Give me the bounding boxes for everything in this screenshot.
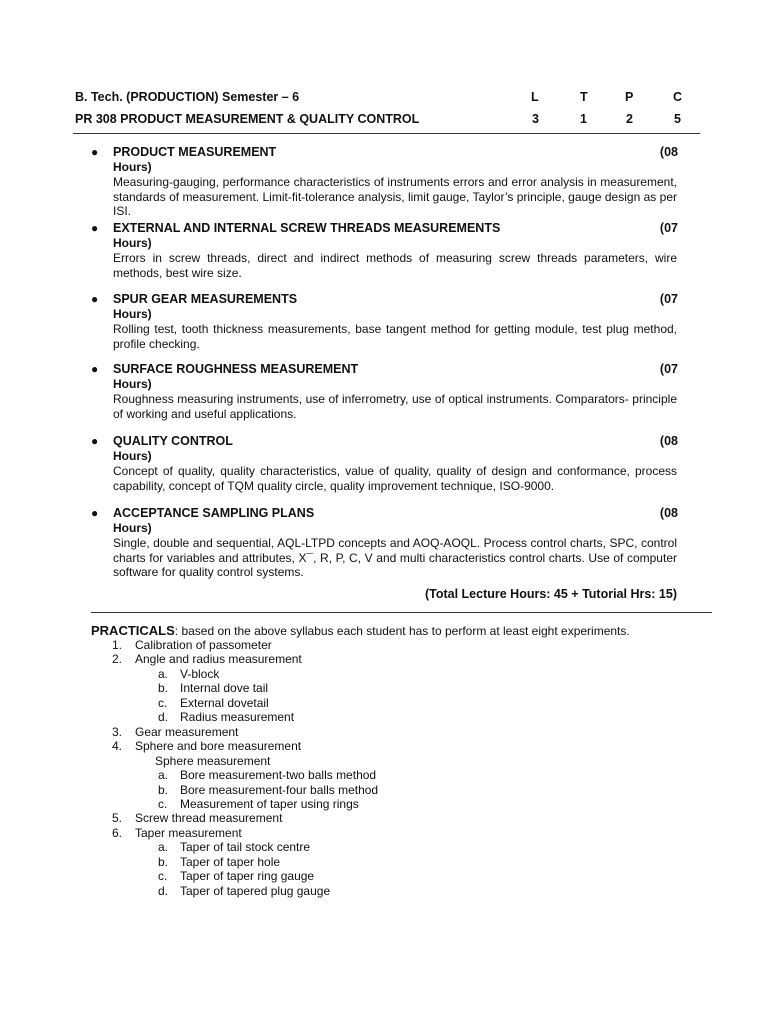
unit-hours: (07 <box>659 221 678 235</box>
practical-item-marker: c. <box>158 869 168 884</box>
practicals-intro <box>91 623 630 638</box>
practical-item-text: V-block <box>180 666 220 681</box>
practicals-intro-text: : based on the above syllabus each student has to perform at least eight experiments. <box>174 624 630 638</box>
unit-hours: (07 <box>659 362 678 376</box>
unit-title: QUALITY CONTROL <box>113 434 233 448</box>
unit-1 <box>91 145 681 217</box>
bullet-icon: ● <box>91 221 99 235</box>
practical-item-text: External dovetail <box>180 695 269 710</box>
bullet-icon: ● <box>91 506 99 520</box>
unit-title: EXTERNAL AND INTERNAL SCREW THREADS MEASUREMENTS <box>113 221 501 235</box>
practical-item-marker: 4. <box>112 739 123 754</box>
practical-item-marker: c. <box>158 796 168 811</box>
unit-hours-suffix: Hours) <box>113 307 152 321</box>
unit-description: Errors in screw threads, direct and indirect methods of measuring screw threads parameters, wire methods, best wire size. <box>113 251 677 280</box>
unit-6 <box>91 506 681 582</box>
practical-item-marker: 2. <box>112 652 123 667</box>
practical-item-marker: b. <box>158 854 169 869</box>
practical-item-marker: c. <box>158 695 168 710</box>
bullet-icon: ● <box>91 362 99 376</box>
section-divider <box>91 612 712 613</box>
practical-item-text: Taper of tail stock centre <box>180 840 311 855</box>
ltpc-label-l: L <box>531 90 539 104</box>
unit-hours: (08 <box>659 434 678 448</box>
unit-hours-suffix: Hours) <box>113 160 152 174</box>
unit-hours-suffix: Hours) <box>113 236 152 250</box>
practical-item-text: Bore measurement-four balls method <box>180 782 379 797</box>
bullet-icon: ● <box>91 292 99 306</box>
unit-hours: (07 <box>659 292 678 306</box>
practical-item-marker: a. <box>158 840 169 855</box>
unit-title: ACCEPTANCE SAMPLING PLANS <box>113 506 315 520</box>
unit-hours: (08 <box>659 506 678 520</box>
practical-item-marker: 1. <box>112 638 123 652</box>
practical-item-marker: d. <box>158 710 169 725</box>
practical-item-text: Internal dove tail <box>180 681 269 696</box>
unit-2 <box>91 221 681 281</box>
practical-item-marker: a. <box>158 768 169 783</box>
unit-description: Measuring-gauging, performance characteristics of instruments errors and error analysis in measurement, standards of measurement. Limit-fit-tolerance analysis, limit gauge, Taylor’s principle, gauge design as per ISI. <box>113 175 677 218</box>
header-divider <box>73 133 700 134</box>
practical-item-text: Calibration of passometer <box>135 638 272 652</box>
unit-3 <box>91 292 681 352</box>
practical-item-text: Sphere measurement <box>155 753 271 768</box>
unit-description: Rolling test, tooth thickness measurements, base tangent method for getting module, test plug method, profile checking. <box>113 322 677 351</box>
unit-description: Single, double and sequential, AQL-LTPD concepts and AOQ-AOQL. Process control charts, SPC, control charts for variables and attributes, X¯, R, P, C, V and multi characteristics control charts. Use of computer software for quality control systems. <box>113 536 677 579</box>
practical-item-marker: 6. <box>112 825 123 840</box>
practical-item-marker: 3. <box>112 724 123 739</box>
practical-item-text: Measurement of taper using rings <box>180 796 359 811</box>
practical-item-text: Sphere and bore measurement <box>135 739 302 754</box>
practical-item-text: Gear measurement <box>135 724 239 739</box>
ltpc-value-l: 3 <box>532 112 539 126</box>
practical-item-marker: a. <box>158 666 169 681</box>
ltpc-value-c: 5 <box>674 112 681 126</box>
unit-title: PRODUCT MEASUREMENT <box>113 145 277 159</box>
practical-item-text: Screw thread measurement <box>135 811 283 826</box>
unit-title: SURFACE ROUGHNESS MEASUREMENT <box>113 362 359 376</box>
practical-item-text: Angle and radius measurement <box>135 652 302 667</box>
practical-item-text: Taper of taper ring gauge <box>180 869 315 884</box>
practical-item-text: Taper of tapered plug gauge <box>180 883 331 898</box>
unit-description: Concept of quality, quality characteristics, value of quality, quality of design and conformance, process capability, concept of TQM quality circle, quality improvement technique, ISO-9000. <box>113 464 677 493</box>
unit-description: Roughness measuring instruments, use of inferrometry, use of optical instruments. Comparators- principle of working and useful applications. <box>113 392 677 421</box>
practical-item-text: Bore measurement-two balls method <box>180 768 377 783</box>
ltpc-value-t: 1 <box>580 112 587 126</box>
unit-hours-suffix: Hours) <box>113 521 152 535</box>
course-title: PR 308 PRODUCT MEASUREMENT & QUALITY CONTROL <box>75 112 420 126</box>
unit-5 <box>91 434 681 494</box>
practical-item-marker: b. <box>158 681 169 696</box>
unit-title: SPUR GEAR MEASUREMENTS <box>113 292 298 306</box>
program-title: B. Tech. (PRODUCTION) Semester – 6 <box>75 90 300 104</box>
unit-4 <box>91 362 681 422</box>
bullet-icon: ● <box>91 434 99 448</box>
ltpc-label-p: P <box>625 90 634 104</box>
bullet-icon: ● <box>91 145 99 159</box>
unit-hours-suffix: Hours) <box>113 449 152 463</box>
unit-hours-suffix: Hours) <box>113 377 152 391</box>
practical-item-text: Radius measurement <box>180 710 295 725</box>
practicals-heading: PRACTICALS <box>91 623 175 638</box>
total-hours: (Total Lecture Hours: 45 + Tutorial Hrs: 15) <box>424 587 677 601</box>
practical-item-marker: b. <box>158 782 169 797</box>
unit-hours: (08 <box>659 145 678 159</box>
practical-item-marker: d. <box>158 883 169 898</box>
practical-item-text: Taper measurement <box>135 825 242 840</box>
practical-item-marker: 5. <box>112 811 123 826</box>
ltpc-label-c: C <box>673 90 683 104</box>
ltpc-label-t: T <box>580 90 588 104</box>
ltpc-value-p: 2 <box>626 112 633 126</box>
practical-item-text: Taper of taper hole <box>180 854 281 869</box>
